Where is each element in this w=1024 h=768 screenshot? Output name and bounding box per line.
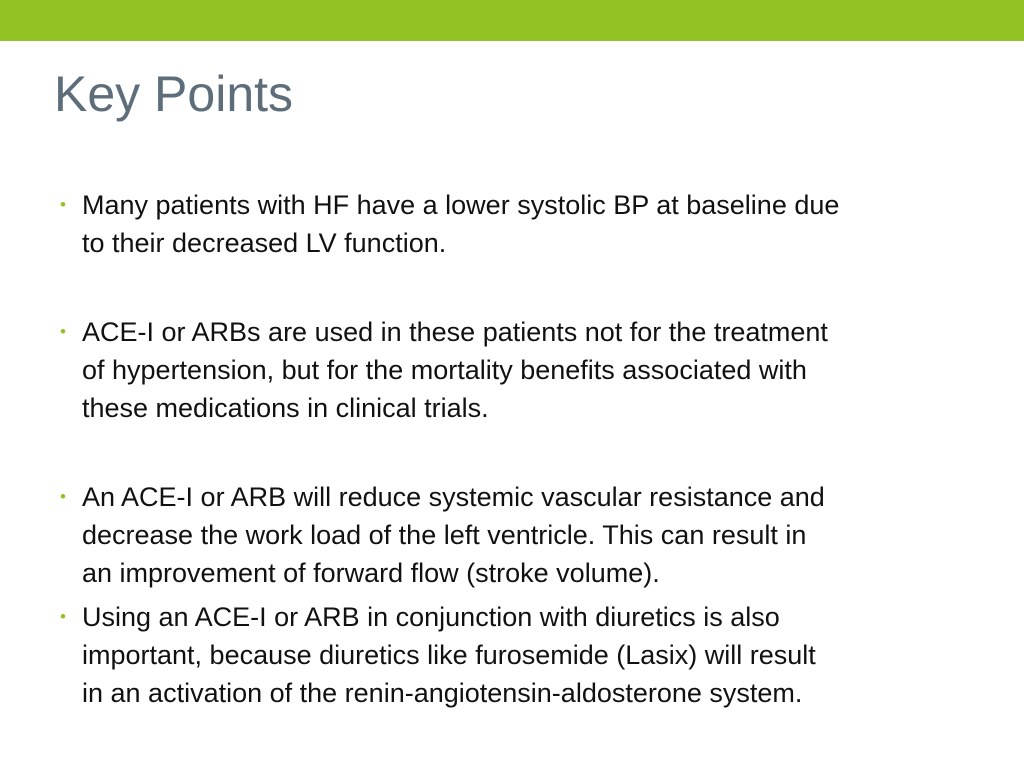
bullet-dot-icon: •: [60, 487, 66, 506]
bullet-line: Many patients with HF have a lower systolic BP at baseline due: [82, 190, 840, 220]
bullet-line: ACE-I or ARBs are used in these patients not for the treatment: [82, 317, 828, 347]
bullet-line: decrease the work load of the left ventricle. This can result in: [82, 520, 807, 550]
bullet-line: Using an ACE-I or ARB in conjunction with diuretics is also: [82, 602, 780, 632]
bullet-line: to their decreased LV function.: [82, 228, 447, 258]
bullet-line: important, because diuretics like furosemide (Lasix) will result: [82, 640, 816, 670]
bullet-line: an improvement of forward flow (stroke volume).: [82, 558, 660, 588]
bullet-line: these medications in clinical trials.: [82, 393, 489, 423]
top-accent-bar: [0, 0, 1024, 41]
bullet-line: in an activation of the renin-angiotensin-aldosterone system.: [82, 678, 803, 708]
bullet-line: An ACE-I or ARB will reduce systemic vascular resistance and: [82, 482, 825, 512]
bullet-item-hf-bp: [60, 186, 982, 262]
bullet-dot-icon: •: [60, 607, 66, 626]
bullet-item-svr-reduction: [60, 478, 982, 592]
bullet-dot-icon: •: [60, 195, 66, 214]
bullet-item-ace-arb-use: [60, 313, 982, 427]
bullet-line: of hypertension, but for the mortality benefits associated with: [82, 355, 807, 385]
bullet-list: [60, 186, 982, 712]
bullet-dot-icon: •: [60, 322, 66, 341]
slide-title: Key Points: [54, 66, 294, 122]
bullet-item-diuretics: [60, 598, 982, 712]
